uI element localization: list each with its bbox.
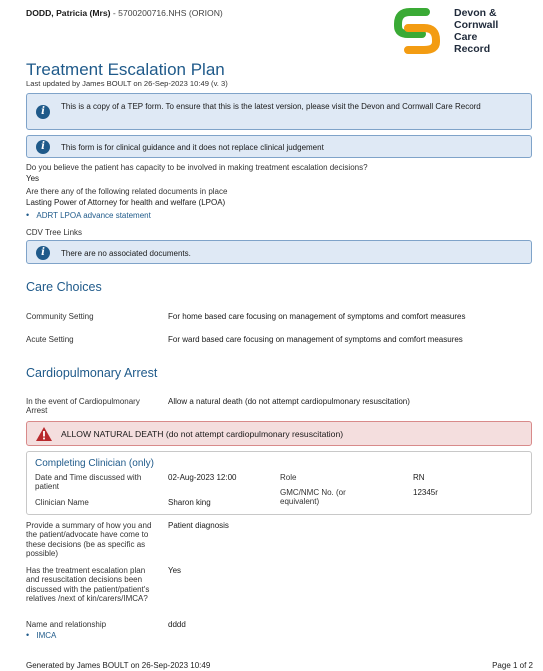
patient-nhs: - 5700200716.NHS (ORION) bbox=[110, 8, 223, 18]
notice-copy-text: This is a copy of a TEP form. To ensure that this is the latest version, please visit the Devon and Cornwall Care Record bbox=[61, 102, 481, 111]
notice-no-docs-text: There are no associated documents. bbox=[61, 249, 191, 258]
logo-text-2: Cornwall bbox=[454, 19, 499, 31]
date-value: 02-Aug-2023 12:00 bbox=[168, 473, 237, 482]
patient-name: DODD, Patricia (Mrs) bbox=[26, 8, 111, 18]
discussed-label: Has the treatment escalation plan and resuscitation decisions been discussed with the patient/patient's relatives /next of kin/carers/IMCA? bbox=[26, 566, 150, 604]
logo-text-1: Devon & bbox=[454, 7, 497, 19]
notice-guidance bbox=[26, 135, 532, 158]
footer-page: Page 1 of 2 bbox=[492, 661, 533, 670]
imca-item bbox=[26, 631, 56, 640]
footer-generated: Generated by James BOULT on 26-Sep-2023 10:49 bbox=[26, 661, 211, 670]
clinician-panel bbox=[26, 451, 532, 515]
relationship-value: dddd bbox=[168, 620, 186, 629]
gmc-value: 12345r bbox=[413, 488, 438, 497]
acute-label: Acute Setting bbox=[26, 335, 74, 344]
dccr-logo bbox=[388, 6, 508, 58]
clinician-name-label: Clinician Name bbox=[35, 498, 89, 507]
logo-text-4: Record bbox=[454, 43, 491, 55]
summary-value: Patient diagnosis bbox=[168, 521, 229, 530]
capacity-answer: Yes bbox=[26, 174, 40, 183]
notice-copy bbox=[26, 93, 532, 130]
info-icon: i bbox=[36, 140, 50, 154]
cpr-heading: Cardiopulmonary Arrest bbox=[26, 366, 158, 380]
cpr-label: In the event of Cardiopulmonary Arrest bbox=[26, 397, 140, 416]
cpr-value: Allow a natural death (do not attempt cardiopulmonary resuscitation) bbox=[168, 397, 410, 406]
notice-no-docs bbox=[26, 240, 532, 264]
gmc-label: GMC/NMC No. (or equivalent) bbox=[280, 488, 346, 507]
warning-icon bbox=[36, 427, 52, 441]
adrt-link[interactable]: ADRT LPOA advance statement bbox=[36, 211, 151, 220]
info-icon: i bbox=[36, 246, 50, 260]
documents-answer: Lasting Power of Attorney for health and welfare (LPOA) bbox=[26, 198, 226, 207]
documents-link-item bbox=[26, 211, 151, 220]
imca-link[interactable]: IMCA bbox=[36, 631, 57, 640]
summary-label: Provide a summary of how you and the patient/advocate have come to these decisions (be as specific as possible) bbox=[26, 521, 152, 559]
clinician-name-value: Sharon king bbox=[168, 498, 211, 507]
cdv-label: CDV Tree Links bbox=[26, 228, 83, 237]
info-icon: i bbox=[36, 105, 50, 119]
cpr-alert bbox=[26, 421, 532, 446]
patient-header bbox=[26, 8, 223, 18]
dccr-logo-mark bbox=[388, 6, 446, 56]
acute-value: For ward based care focusing on management of symptoms and comfort measures bbox=[168, 335, 463, 344]
role-value: RN bbox=[413, 473, 425, 482]
bullet-icon: • bbox=[26, 630, 30, 640]
page-title: Treatment Escalation Plan bbox=[26, 60, 225, 79]
clinician-heading: Completing Clinician (only) bbox=[35, 458, 154, 469]
community-value: For home based care focusing on management of symptoms and comfort measures bbox=[168, 312, 466, 321]
logo-text-3: Care bbox=[454, 31, 478, 43]
care-choices-heading: Care Choices bbox=[26, 280, 102, 294]
discussed-value: Yes bbox=[168, 566, 182, 575]
capacity-question: Do you believe the patient has capacity to be involved in making treatment escalation decisions? bbox=[26, 163, 368, 172]
notice-guidance-text: This form is for clinical guidance and it does not replace clinical judgement bbox=[61, 143, 324, 152]
last-updated: Last updated by James BOULT on 26-Sep-2023 10:49 (v. 3) bbox=[26, 79, 228, 88]
date-label: Date and Time discussed with patient bbox=[35, 473, 142, 492]
community-label: Community Setting bbox=[26, 312, 94, 321]
bullet-icon: • bbox=[26, 210, 30, 220]
cpr-alert-text: ALLOW NATURAL DEATH (do not attempt cardiopulmonary resuscitation) bbox=[61, 429, 344, 439]
documents-question: Are there any of the following related documents in place bbox=[26, 187, 228, 196]
relationship-label: Name and relationship bbox=[26, 620, 107, 629]
role-label: Role bbox=[280, 473, 297, 482]
